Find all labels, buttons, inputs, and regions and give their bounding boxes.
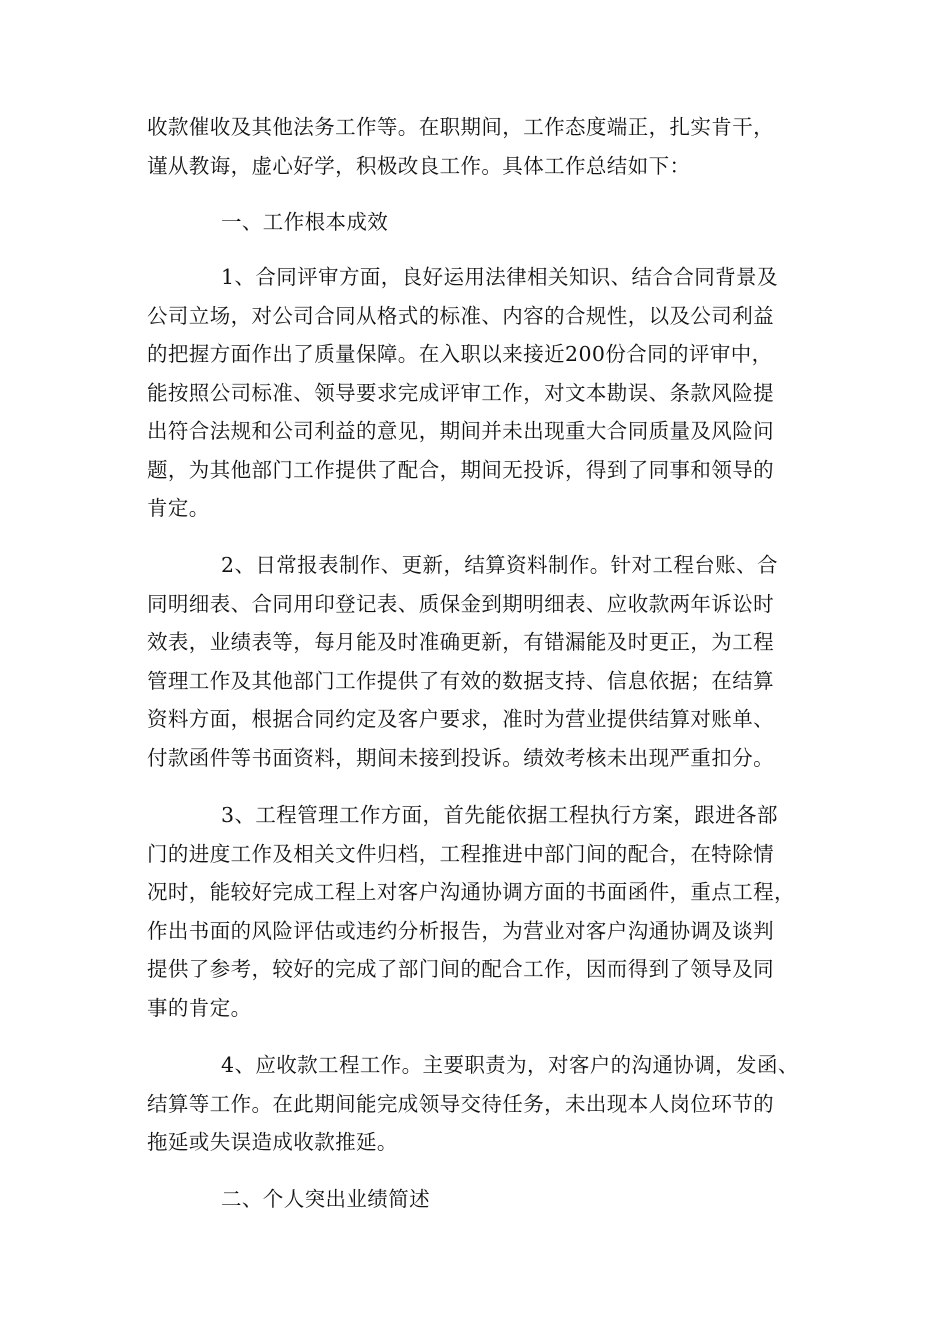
text-line: 4、应收款工程工作。主要职责为，对客户的沟通协调，发函、 bbox=[221, 1053, 799, 1077]
intro-paragraph bbox=[147, 108, 817, 185]
text-line: 能按照公司标准、领导要求完成评审工作，对文本勘误、条款风险提 bbox=[147, 380, 774, 405]
text-line: 资料方面，根据合同约定及客户要求，准时为营业提供结算对账单、 bbox=[147, 707, 774, 731]
text-line: 作出书面的风险评估或违约分析报告，为营业对客户沟通协调及谈判 bbox=[147, 918, 774, 943]
paragraph-item-1 bbox=[147, 258, 817, 528]
text-line: 付款函件等书面资料，期间未接到投诉。绩效考核未出现严重扣分。 bbox=[147, 745, 774, 770]
text-line: 出符合法规和公司利益的意见，期间并未出现重大合同质量及风险问 bbox=[147, 419, 774, 443]
text-line: 况时，能较好完成工程上对客户沟通协调方面的书面函件，重点工程， bbox=[147, 880, 795, 904]
text-line: 肯定。 bbox=[147, 496, 210, 520]
text-line: 结算等工作。在此期间能完成领导交待任务，未出现本人岗位环节的 bbox=[147, 1091, 774, 1116]
text-line: 题，为其他部门工作提供了配合，期间无投诉，得到了同事和领导的 bbox=[147, 457, 774, 482]
paragraph-item-4 bbox=[147, 1046, 817, 1162]
text-line: 事的肯定。 bbox=[147, 995, 252, 1020]
text-line: 管理工作及其他部门工作提供了有效的数据支持、信息依据；在结算 bbox=[147, 668, 774, 693]
text-line: 提供了参考，较好的完成了部门间的配合工作，因而得到了领导及同 bbox=[147, 957, 774, 981]
text-line: 公司立场，对公司合同从格式的标准、内容的合规性，以及公司利益 bbox=[147, 303, 774, 328]
section-heading-2: 二、个人突出业绩简述 bbox=[221, 1187, 430, 1211]
text-line: 3、工程管理工作方面，首先能依据工程执行方案，跟进各部 bbox=[221, 803, 778, 827]
paragraph-item-3 bbox=[147, 796, 817, 1027]
text-line: 1、合同评审方面，良好运用法律相关知识、结合合同背景及 bbox=[221, 265, 778, 289]
text-line: 门的进度工作及相关文件归档，工程推进中部门间的配合，在特除情 bbox=[147, 841, 774, 866]
text-line: 拖延或失误造成收款推延。 bbox=[147, 1130, 398, 1154]
text-line: 的把握方面作出了质量保障。在入职以来接近200份合同的评审中， bbox=[147, 342, 773, 366]
text-line: 效表，业绩表等，每月能及时准确更新，有错漏能及时更正，为工程 bbox=[147, 630, 774, 654]
paragraph-item-2 bbox=[147, 546, 817, 777]
text-line: 收款催收及其他法务工作等。在职期间，工作态度端正，扎实肯干， bbox=[147, 115, 774, 139]
section-heading-1: 一、工作根本成效 bbox=[221, 210, 389, 234]
text-line: 同明细表、合同用印登记表、质保金到期明细表、应收款两年诉讼时 bbox=[147, 591, 774, 616]
text-line: 谨从教诲，虚心好学，积极改良工作。具体工作总结如下： bbox=[147, 153, 691, 178]
text-line: 2、日常报表制作、更新，结算资料制作。针对工程台账、合 bbox=[221, 553, 778, 577]
